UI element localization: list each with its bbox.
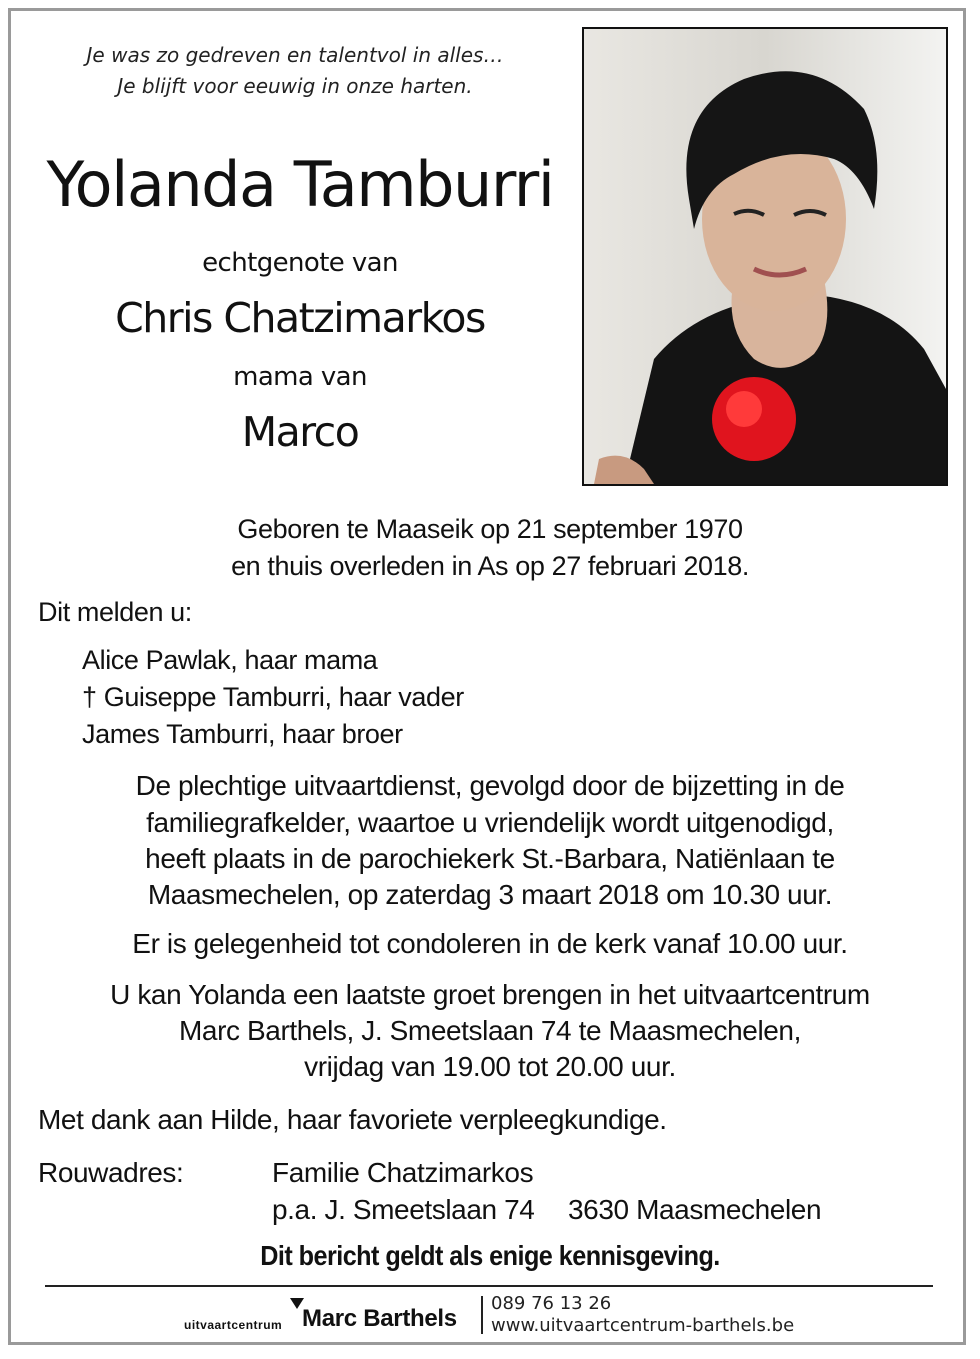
brand-name: Marc Barthels xyxy=(302,1305,457,1332)
child-label: mama van xyxy=(233,362,367,392)
thanks-line: Met dank aan Hilde, haar favoriete verpleegkundige. xyxy=(38,1104,667,1135)
service-line: heeft plaats in de parochiekerk St.-Barbara, Natiënlaan te xyxy=(145,843,835,874)
footer-separator xyxy=(481,1296,483,1334)
footer-website[interactable]: www.uitvaartcentrum-barthels.be xyxy=(491,1315,795,1336)
farewell-line: Marc Barthels, J. Smeetslaan 74 te Maasmechelen, xyxy=(179,1015,801,1046)
service-line: familiegrafkelder, waartoe u vriendelijk wordt uitgenodigd, xyxy=(146,807,834,838)
farewell-line: U kan Yolanda een laatste groet brengen in het uitvaartcentrum xyxy=(110,979,870,1010)
portrait-illustration xyxy=(584,29,946,484)
announcers-intro: Dit melden u: xyxy=(38,597,192,627)
announcer-item: James Tamburri, haar broer xyxy=(82,719,403,749)
address-name: Familie Chatzimarkos xyxy=(272,1157,534,1188)
footer-divider xyxy=(45,1285,933,1287)
quote-line: Je blijft voor eeuwig in onze harten. xyxy=(117,74,473,98)
service-line: De plechtige uitvaartdienst, gevolgd door de bijzetting in de xyxy=(135,770,845,801)
portrait-photo xyxy=(582,27,948,486)
deceased-name: Yolanda Tamburri xyxy=(46,148,554,221)
announcer-item: Alice Pawlak, haar mama xyxy=(82,645,378,675)
spouse-name: Chris Chatzimarkos xyxy=(115,294,485,342)
brand-small-label: uitvaartcentrum xyxy=(184,1318,283,1332)
death-line: en thuis overleden in As op 27 februari 2018. xyxy=(231,551,749,581)
memorial-quote xyxy=(40,40,550,102)
service-line: Maasmechelen, op zaterdag 3 maart 2018 om 10.30 uur. xyxy=(147,879,833,910)
footer-contact xyxy=(491,1293,794,1337)
spouse-label: echtgenote van xyxy=(202,248,398,278)
notice-line: Dit bericht geldt als enige kennisgeving. xyxy=(260,1240,720,1271)
address-city: 3630 Maasmechelen xyxy=(568,1194,822,1225)
quote-line: Je was zo gedreven en talentvol in alles… xyxy=(86,43,504,67)
child-name: Marco xyxy=(241,408,359,456)
birth-line: Geboren te Maaseik op 21 september 1970 xyxy=(237,514,743,544)
footer-phone: 089 76 13 26 xyxy=(491,1293,612,1314)
address-street: p.a. J. Smeetslaan 74 xyxy=(272,1194,535,1225)
announcer-item: † Guiseppe Tamburri, haar vader xyxy=(82,682,464,712)
farewell-line: vrijdag van 19.00 tot 20.00 uur. xyxy=(304,1051,676,1082)
condolence-info: Er is gelegenheid tot condoleren in de kerk vanaf 10.00 uur. xyxy=(132,928,848,959)
address-label: Rouwadres: xyxy=(38,1157,184,1188)
